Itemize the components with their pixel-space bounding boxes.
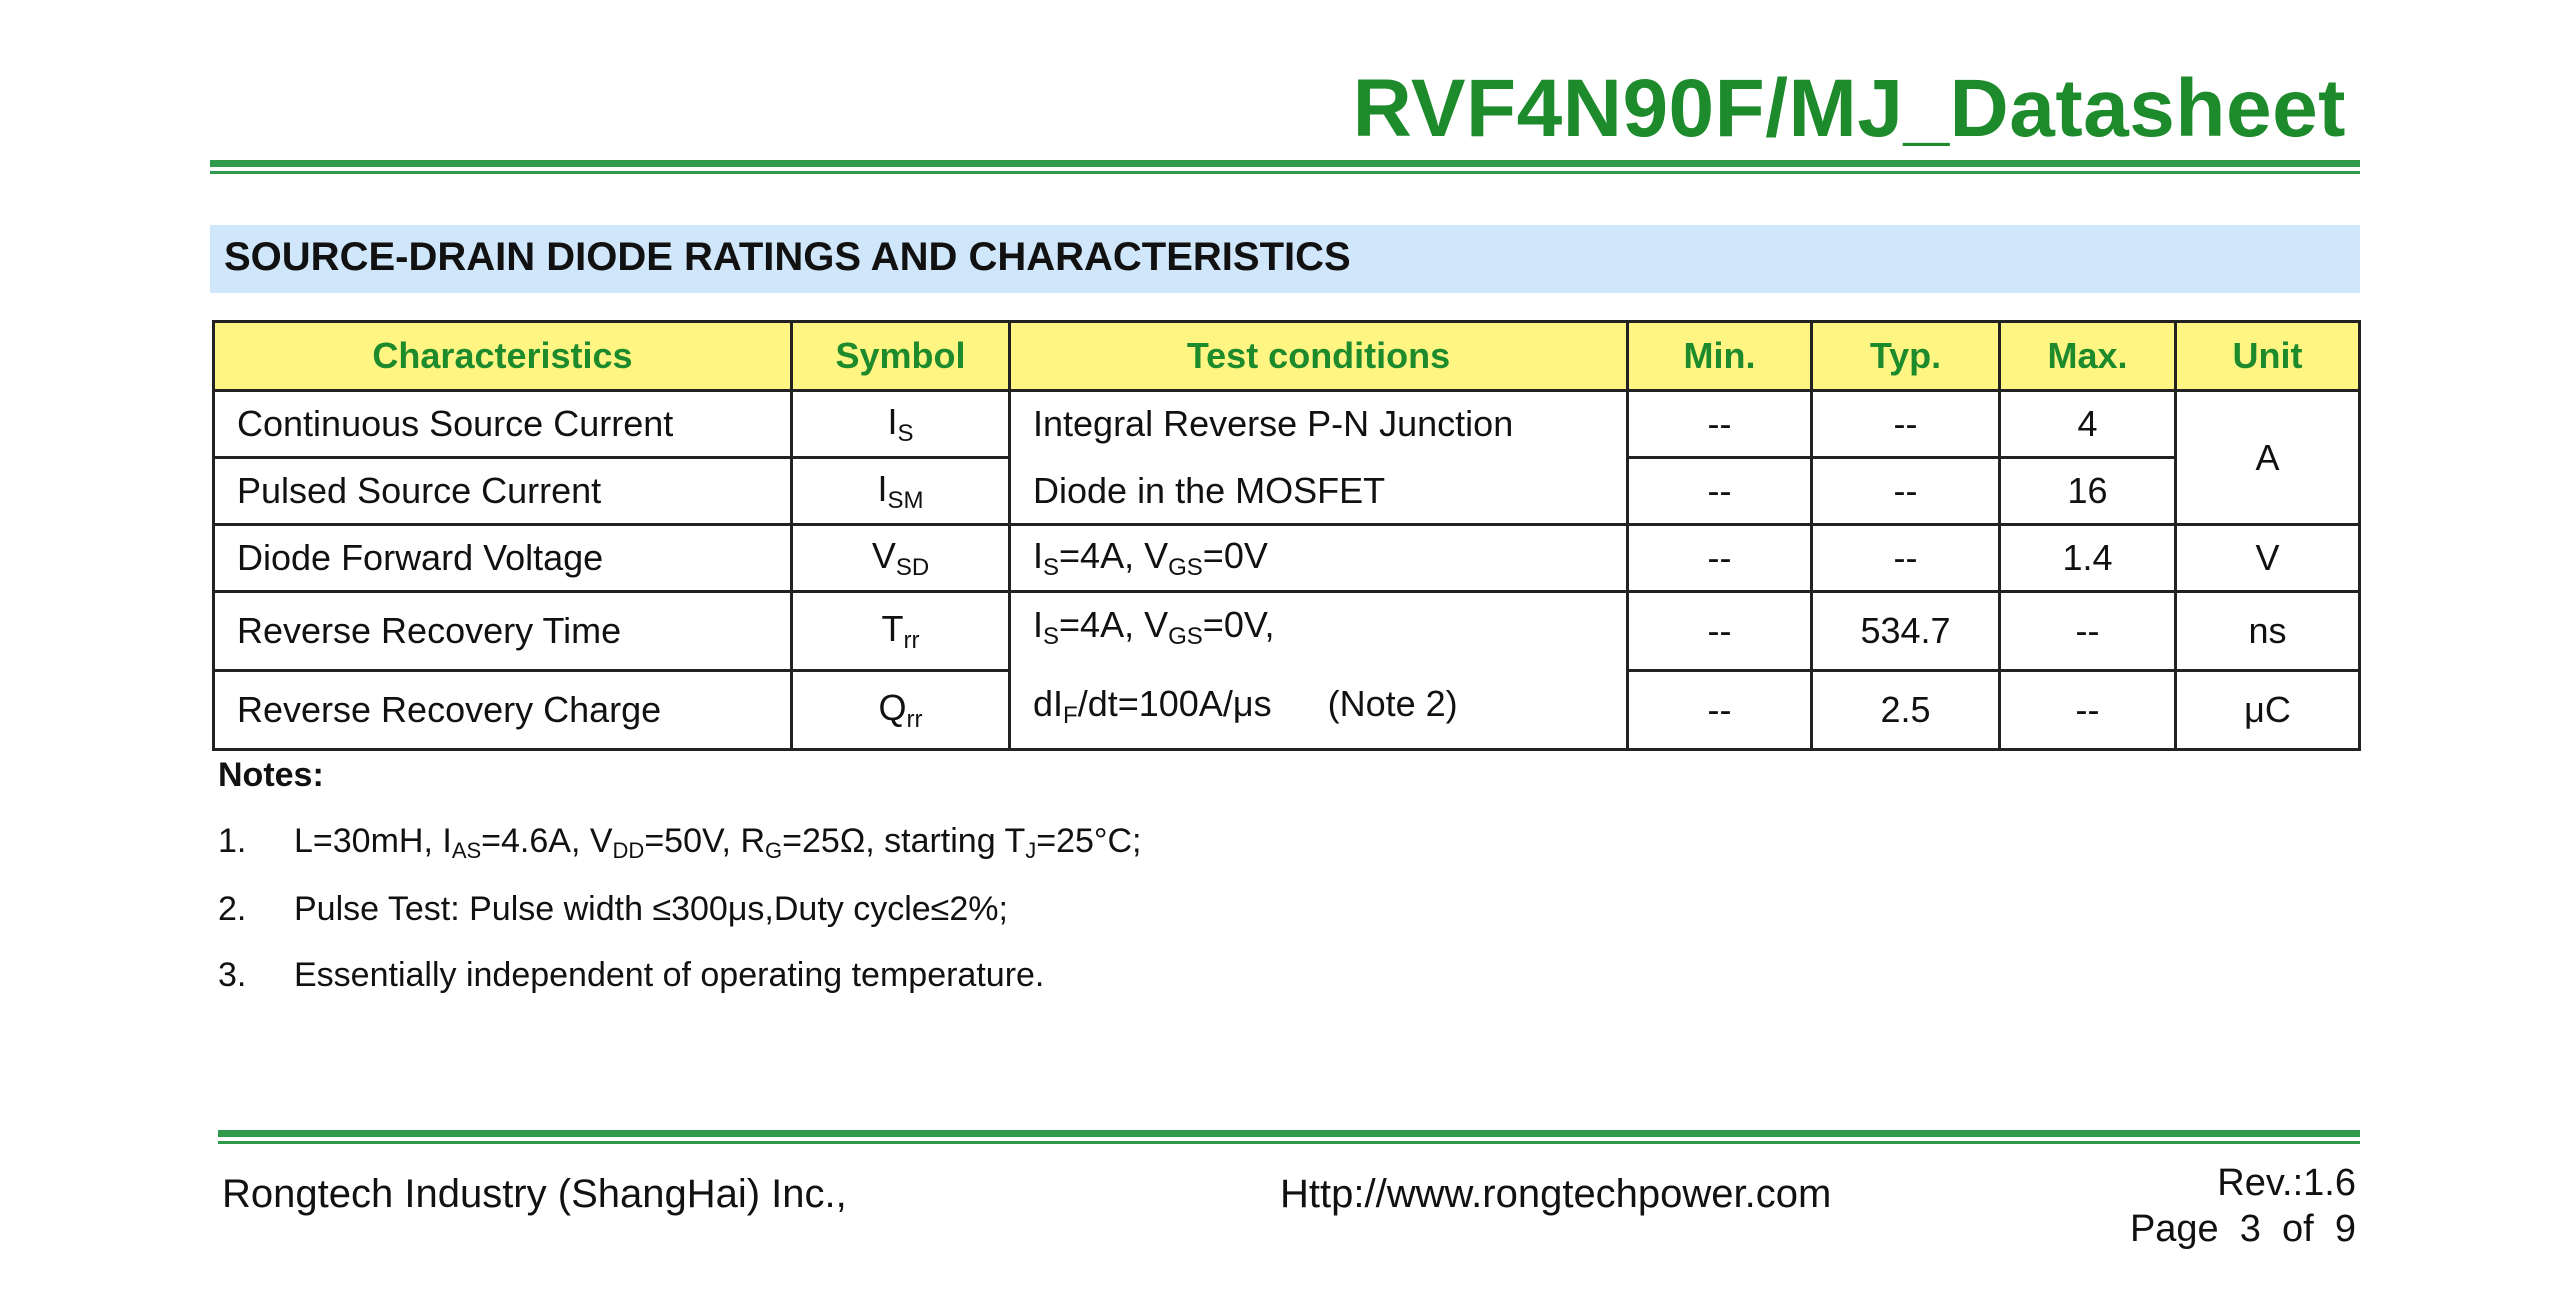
note-number: 2.: [218, 890, 247, 928]
typ-cell: 2.5: [1812, 671, 2000, 750]
min-cell: --: [1628, 391, 1812, 458]
characteristic-cell: Diode Forward Voltage: [214, 525, 792, 592]
symbol-main: I: [887, 400, 898, 442]
footer-company: Rongtech Industry (ShangHai) Inc.,: [222, 1172, 847, 1216]
condition-text: dI: [1033, 683, 1064, 724]
symbol-main: V: [871, 534, 896, 576]
note-subscript: DD: [612, 838, 645, 863]
test-condition-cell-recovery: [1010, 592, 1628, 750]
condition-subscript: GS: [1168, 623, 1203, 650]
min-cell: --: [1628, 592, 1812, 671]
condition-text: I: [1033, 604, 1044, 645]
note-subscript: AS: [451, 838, 482, 863]
characteristic-cell: Pulsed Source Current: [214, 458, 792, 525]
condition-note-ref: (Note 2): [1327, 683, 1458, 724]
footer-revision-block: [2130, 1160, 2356, 1252]
note-text: Pulse Test: Pulse width ≤300μs,Duty cycle≤2%;: [294, 890, 1008, 928]
symbol-main: T: [881, 607, 904, 649]
symbol-cell: [792, 458, 1010, 525]
unit-cell: ns: [2176, 592, 2360, 671]
typ-cell: --: [1812, 391, 2000, 458]
min-cell: --: [1628, 525, 1812, 592]
max-cell: 4: [2000, 391, 2176, 458]
section-title: SOURCE-DRAIN DIODE RATINGS AND CHARACTERISTICS: [224, 235, 1351, 279]
note-subscript: G: [765, 838, 783, 863]
note-text: =25Ω, starting T: [782, 822, 1026, 860]
table-row: [214, 525, 2360, 592]
note-item-2: [218, 890, 1008, 929]
column-header-test-conditions: Test conditions: [1010, 322, 1628, 391]
characteristic-cell: Reverse Recovery Time: [214, 592, 792, 671]
symbol-cell: [792, 671, 1010, 750]
column-header-min: Min.: [1628, 322, 1812, 391]
note-item-3: [218, 956, 1044, 995]
footer-website-link[interactable]: Http://www.rongtechpower.com: [1280, 1172, 1832, 1216]
condition-subscript: S: [1043, 623, 1060, 650]
table-row: [214, 592, 2360, 671]
note-item-1: [218, 822, 1142, 864]
test-condition-cell-junction: [1010, 391, 1628, 525]
column-header-max: Max.: [2000, 322, 2176, 391]
condition-subscript: F: [1063, 702, 1078, 729]
header-rule: [210, 160, 2360, 176]
footer-rule: [218, 1130, 2360, 1146]
min-cell: --: [1628, 671, 1812, 750]
condition-line: [1033, 593, 1626, 669]
symbol-subscript: rr: [903, 626, 920, 654]
symbol-cell: [792, 391, 1010, 458]
condition-text: =0V,: [1202, 604, 1275, 645]
note-text: L=30mH, I: [294, 822, 452, 860]
condition-subscript: S: [1043, 553, 1060, 581]
characteristic-cell: Continuous Source Current: [214, 391, 792, 458]
column-header-characteristics: Characteristics: [214, 322, 792, 391]
diode-ratings-table: [212, 320, 2361, 751]
page-number: Page 3 of 9: [2129, 1208, 2356, 1250]
condition-text: I: [1033, 534, 1044, 576]
revision-label: Rev.:1.6: [2217, 1162, 2356, 1204]
condition-line: Integral Reverse P-N Junction: [1033, 403, 1514, 444]
notes-heading: Notes:: [218, 756, 324, 794]
condition-text: =4A, V: [1059, 604, 1169, 645]
document-title: RVF4N90F/MJ_Datasheet: [1352, 63, 2346, 154]
condition-text: =0V: [1202, 534, 1268, 576]
max-cell: --: [2000, 592, 2176, 671]
condition-subscript: GS: [1168, 553, 1203, 581]
column-header-unit: Unit: [2176, 322, 2360, 391]
min-cell: --: [1628, 458, 1812, 525]
column-header-typ: Typ.: [1812, 322, 2000, 391]
symbol-subscript: rr: [906, 705, 923, 733]
condition-text: =4A, V: [1059, 534, 1169, 576]
note-text: =4.6A, V: [481, 822, 613, 860]
note-number: 3.: [218, 956, 247, 994]
symbol-cell: [792, 525, 1010, 592]
test-condition-cell-vsd: [1010, 525, 1628, 592]
section-banner: [210, 225, 2360, 293]
condition-text: /dt=100A/μs: [1077, 683, 1272, 724]
symbol-subscript: S: [897, 419, 914, 447]
unit-cell: μC: [2176, 671, 2360, 750]
symbol-main: Q: [878, 686, 907, 728]
characteristic-cell: Reverse Recovery Charge: [214, 671, 792, 750]
unit-cell: A: [2176, 391, 2360, 525]
note-text: Essentially independent of operating temperature.: [294, 956, 1045, 994]
typ-cell: --: [1812, 458, 2000, 525]
typ-cell: 534.7: [1812, 592, 2000, 671]
condition-line: Diode in the MOSFET: [1033, 470, 1386, 511]
column-header-symbol: Symbol: [792, 322, 1010, 391]
table-header-row: [214, 322, 2360, 391]
symbol-main: I: [877, 467, 888, 509]
table-row: [214, 391, 2360, 458]
note-number: 1.: [218, 822, 247, 860]
note-text: =25°C;: [1036, 822, 1142, 860]
symbol-cell: [792, 592, 1010, 671]
note-text: =50V, R: [644, 822, 766, 860]
max-cell: 16: [2000, 458, 2176, 525]
symbol-subscript: SD: [895, 553, 930, 581]
max-cell: 1.4: [2000, 525, 2176, 592]
note-subscript: J: [1025, 838, 1037, 863]
typ-cell: --: [1812, 525, 2000, 592]
max-cell: --: [2000, 671, 2176, 750]
condition-line: [1033, 672, 1626, 748]
unit-cell: V: [2176, 525, 2360, 592]
symbol-subscript: SM: [887, 486, 924, 514]
